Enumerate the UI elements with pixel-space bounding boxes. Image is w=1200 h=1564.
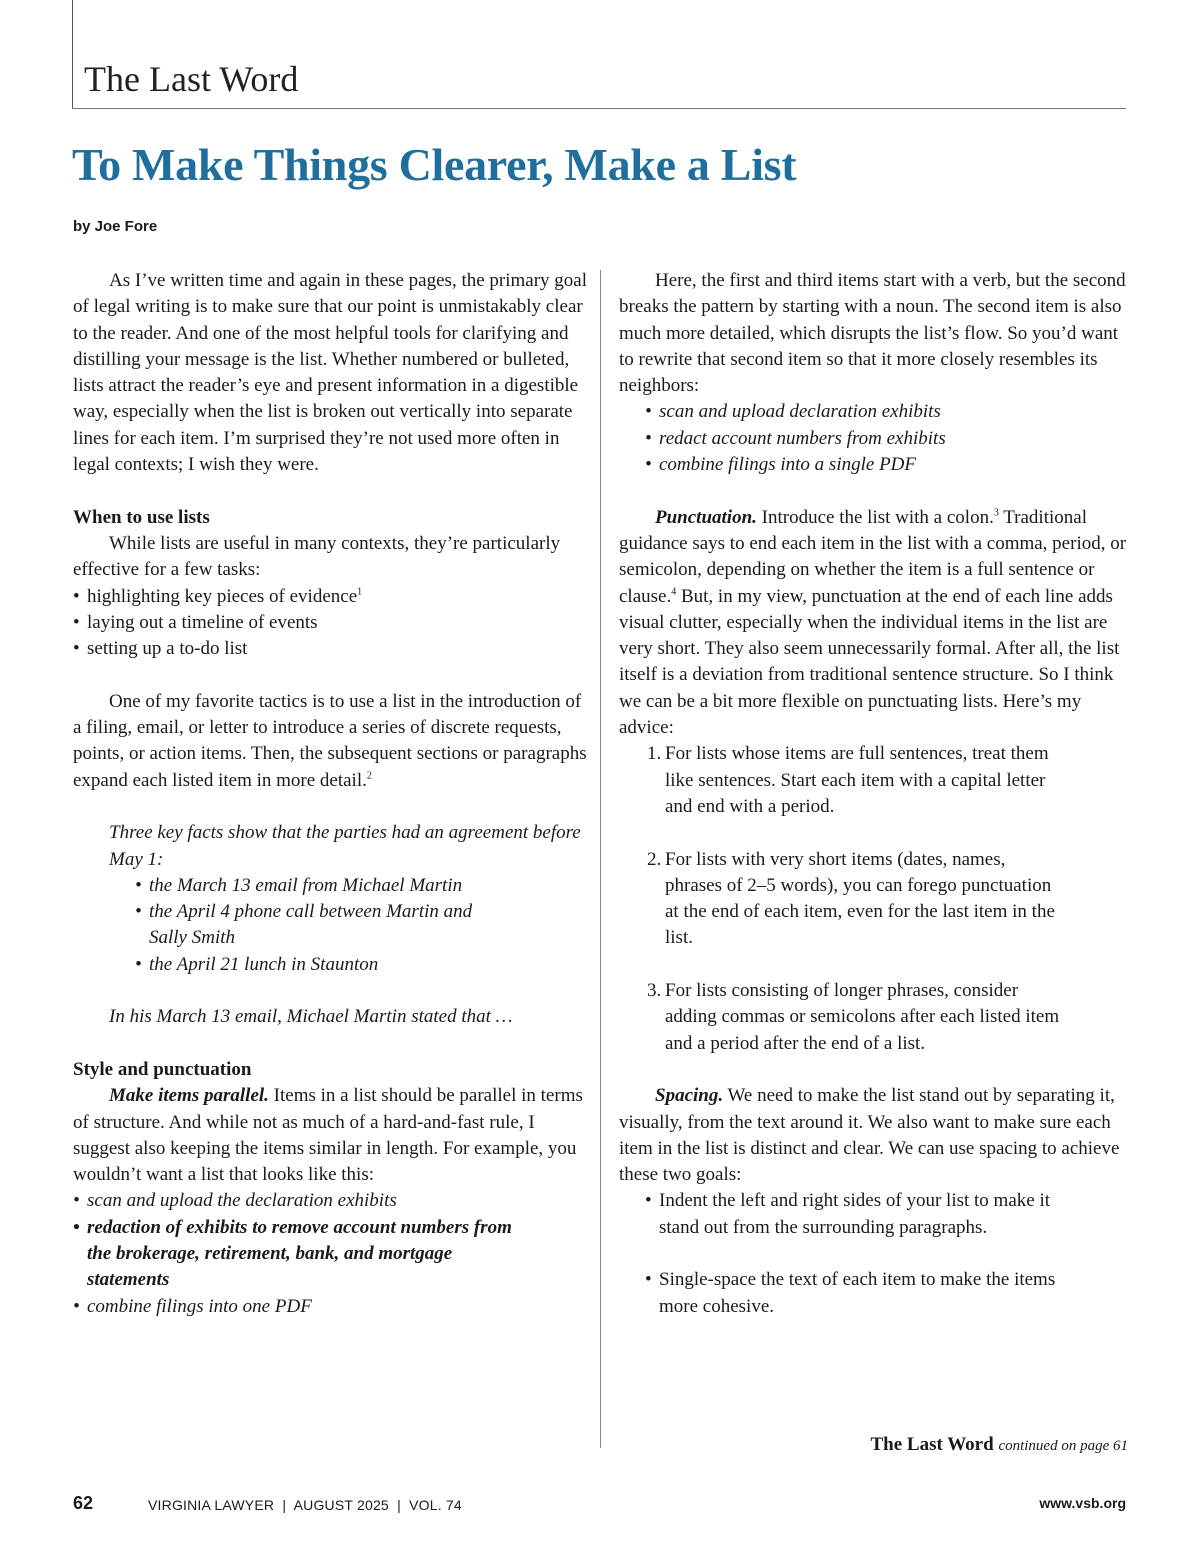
website-url: www.vsb.org xyxy=(1039,1495,1126,1511)
list-item: • Indent the left and right sides of your list to make it stand out from the surrounding paragraphs. xyxy=(645,1188,1085,1241)
task-list xyxy=(73,584,588,663)
list-item: • redact account numbers from exhibits xyxy=(645,426,1129,452)
list-item: • scan and upload the declaration exhibits xyxy=(73,1188,513,1214)
continued-note xyxy=(871,1434,1129,1456)
list-item: • scan and upload declaration exhibits xyxy=(645,399,1129,425)
list-item: • setting up a to-do list xyxy=(73,636,588,662)
style-heading: Style and punctuation xyxy=(73,1058,252,1080)
left-column xyxy=(73,268,588,1320)
list-item: • the March 13 email from Michael Martin xyxy=(135,873,495,899)
page-number: 62 xyxy=(73,1493,94,1513)
footnote-ref: 1 xyxy=(357,586,363,598)
when-paragraph: While lists are useful in many contexts, they’re particularly effective for a few tasks: xyxy=(73,532,561,581)
footnote-ref: 2 xyxy=(366,770,372,782)
list-item: • the April 4 phone call between Martin and Sally Smith xyxy=(135,899,495,952)
list-item: • Single-space the text of each item to make the items more cohesive. xyxy=(645,1267,1085,1320)
list-item: • laying out a timeline of events xyxy=(73,610,588,636)
intro-paragraph: As I’ve written time and again in these pages, the primary goal of legal writing is to make sure that our point is unmistakably clear to the reader. And one of the most helpful tools for clarifying and distilling your message is the list. Whether numbered or bulleted, lists attract the reader’s eye and present information in a digestible way, especially when the list is broken out vertically into separate lines for each item. I’m surprised they’re not used more often in legal contexts; I wish they were. xyxy=(73,270,588,476)
right-column xyxy=(619,268,1129,1320)
punctuation-paragraph: Punctuation. Introduce the list with a colon.$^3$ Traditional guidance says to end each item in the list with a comma, period, or semicolon, depending on whether the item is a full sentence or clause.$^4$ But, in my view, punctuation at the end of each line adds visual clutter, especially when the individual items in the list are very short. They also seem unnecessarily formal. After all, the list itself is a deviation from traditional sentence structure. So I think we can be a bit more flexible on punctuating lists. Here’s my advice: xyxy=(619,506,1127,739)
footnote-ref: 4 xyxy=(671,586,677,598)
section-rule-vertical xyxy=(72,0,73,108)
parallel-paragraph: Make items parallel. Items in a list should be parallel in terms of structure. And while not as much of a hard-and-fast rule, I suggest also keeping the items similar in length. For example, you wouldn’t want a list that looks like this: xyxy=(73,1085,583,1186)
parallel-followup-paragraph: Here, the first and third items start with a verb, but the second breaks the pattern by starting with a noun. The second item is also much more detailed, which disrupts the list’s flow. So you’d want to rewrite that second item so that it more closely resembles its neighbors: xyxy=(619,270,1126,397)
list-item: 3. For lists consisting of longer phrases, consider adding commas or semicolons after each listed item and a period after the end of a list. xyxy=(647,980,1060,1054)
advice-list xyxy=(647,741,1129,1057)
example-intro: Three key facts show that the parties had an agreement before May 1: xyxy=(109,822,581,870)
publication-info: VIRGINIA LAWYER | AUGUST 2025 | VOL. 74 xyxy=(148,1497,462,1513)
continued-page: continued on page 61 xyxy=(998,1438,1128,1454)
list-item: • redaction of exhibits to remove account numbers from the brokerage, retirement, bank, and mortgage statements xyxy=(73,1215,513,1294)
spacing-paragraph: Spacing. We need to make the list stand out by separating it, visually, from the text around it. We also want to make sure each item in the list is distinct and clear. We can use spacing to achieve these two goals: xyxy=(619,1085,1120,1186)
when-heading: When to use lists xyxy=(73,506,210,528)
list-item: 2. For lists with very short items (dates, names, phrases of 2–5 words), you can forego punctuation at the end of each item, even for the last item in the list. xyxy=(647,848,1055,949)
good-example-list xyxy=(645,399,1129,478)
section-label: The Last Word xyxy=(84,59,299,99)
list-item: 1. For lists whose items are full sentences, treat them like sentences. Start each item with a capital letter and end with a period. xyxy=(647,743,1049,817)
footnote-ref: 3 xyxy=(993,507,999,519)
list-item: • combine filings into one PDF xyxy=(73,1294,513,1320)
tactic-paragraph: One of my favorite tactics is to use a list in the introduction of a filing, email, or letter to introduce a series of discrete requests, points, or action items. Then, the subsequent sections or paragraphs expand each listed item in more detail.$^2$ xyxy=(73,690,587,791)
list-item: • highlighting key pieces of evidence$^1$ xyxy=(73,584,588,610)
list-item: • the April 21 lunch in Staunton xyxy=(135,952,495,978)
byline: by Joe Fore xyxy=(73,218,158,235)
continued-title: The Last Word xyxy=(870,1434,994,1455)
article-title: To Make Things Clearer, Make a List xyxy=(72,139,797,190)
bad-example-list xyxy=(73,1188,513,1319)
list-item: • combine filings into a single PDF xyxy=(645,452,1129,478)
example-list xyxy=(135,873,495,978)
example-followup: In his March 13 email, Michael Martin stated that … xyxy=(109,1006,513,1028)
section-rule-horizontal xyxy=(72,108,1126,109)
column-divider xyxy=(600,270,601,1448)
spacing-list xyxy=(645,1188,1085,1319)
